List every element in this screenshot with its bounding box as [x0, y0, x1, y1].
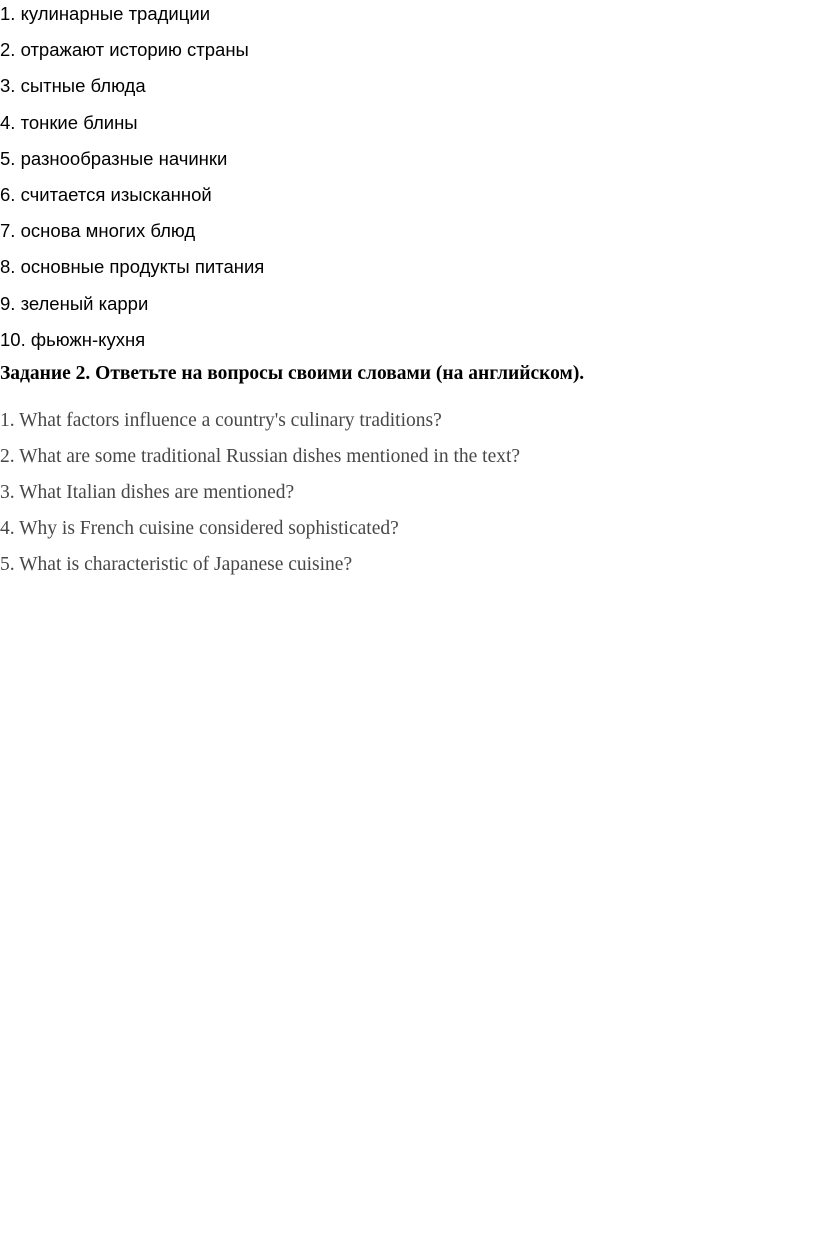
question-list [0, 406, 520, 586]
task-2-heading: Задание 2. Ответьте на вопросы своими словами (на английском). [0, 363, 585, 384]
vocabulary-list [0, 0, 264, 362]
question-item: 5. What is characteristic of Japanese cuisine? [0, 554, 353, 575]
vocabulary-item: 3. сытные блюда [0, 75, 146, 97]
question-item: 1. What factors influence a country's culinary traditions? [0, 410, 442, 431]
vocabulary-item: 5. разнообразные начинки [0, 147, 228, 169]
vocabulary-item: 8. основные продукты питания [0, 256, 265, 278]
question-item: 2. What are some traditional Russian dishes mentioned in the text? [0, 446, 521, 467]
vocabulary-item: 6. считается изысканной [0, 183, 212, 205]
vocabulary-item: 1. кулинарные традиции [0, 3, 211, 24]
vocabulary-item: 7. основа многих блюд [0, 220, 196, 242]
vocabulary-item: 10. фьюжн-кухня [0, 328, 146, 350]
vocabulary-item: 4. тонкие блины [0, 111, 138, 133]
question-item: 4. Why is French cuisine considered sophisticated? [0, 518, 399, 539]
vocabulary-item: 9. зеленый карри [0, 292, 149, 314]
question-item: 3. What Italian dishes are mentioned? [0, 482, 295, 503]
vocabulary-item: 2. отражают историю страны [0, 39, 249, 61]
